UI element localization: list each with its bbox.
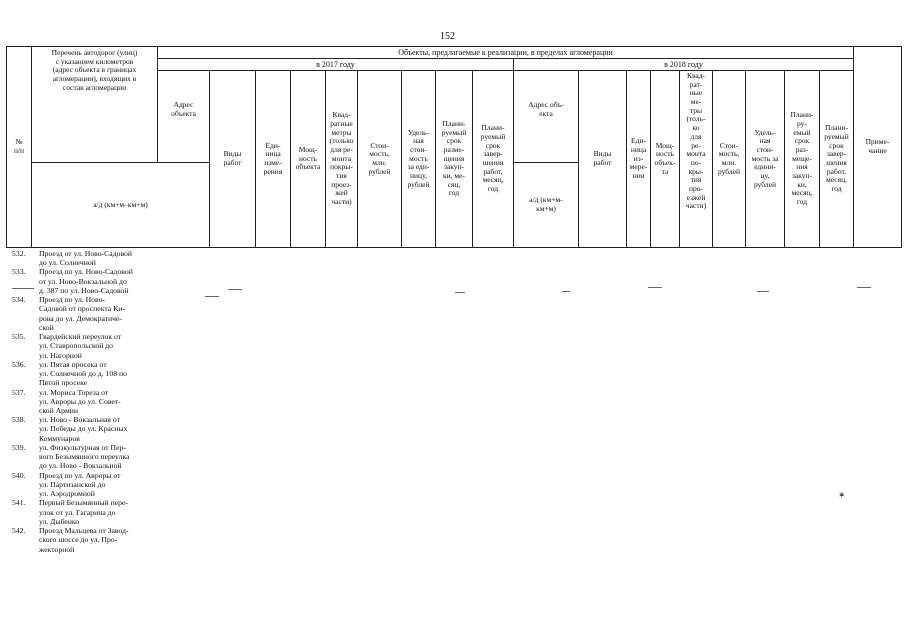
col2018-completion: Плани- руемый срок завер- шения работ, месяц, год xyxy=(820,71,854,248)
col2018-power: Мощ- ность объек- та xyxy=(651,71,680,248)
row-number: 535. xyxy=(12,332,26,342)
col2017-sqm: Квад- ратные метры (только для ре- монта покры- тия проез- жей части) xyxy=(326,71,358,248)
col2017-power: Мощ- ность объекта xyxy=(291,71,326,248)
list-item xyxy=(6,443,166,471)
scan-mark xyxy=(455,292,465,293)
row-number: 539. xyxy=(12,442,26,452)
list-item xyxy=(6,249,166,267)
list-item xyxy=(6,498,166,526)
row-number: 534. xyxy=(12,295,26,305)
list-item xyxy=(6,295,166,332)
header-objects-title: Объекты, предлагаемые к реализации, в пределах агломерации xyxy=(158,47,854,59)
list-item xyxy=(6,332,166,360)
row-number: 540. xyxy=(12,470,26,480)
row-text: ул. Мориса Тореза от ул. Авроры до ул. Совет- ской Армии xyxy=(39,387,121,415)
page-number: 152 xyxy=(440,31,455,42)
header-roads-list: Перечень автодорог (улиц) с указанием километров (адрес объекта в границах агломерации), входящих в состав агломерации xyxy=(32,47,158,163)
row-text: Проезд по ул. Ново-Садовой от ул. Ново-Вокзальной до д. 387 по ул. Ново-Садовой xyxy=(39,267,133,295)
list-item xyxy=(6,526,166,554)
header-num: № п/п xyxy=(7,47,32,248)
col2018-unit: Еди- ница из- мере- ния xyxy=(627,71,651,248)
row-text: Первый Безымянный пере- улок от ул. Гагарина до ул. Дыбенко xyxy=(39,498,128,526)
row-text: ул. Физкультурная от Пер- вого Безымянного переулка до ул. Ново - Вокзальной xyxy=(39,442,130,471)
list-item xyxy=(6,267,166,295)
col2017-completion: Плани- руемый срок завер- шения работ, месяц, год xyxy=(473,71,514,248)
col2018-procurement: Плани- ру- емый срок раз- меще- ния закуп- ки, месяц, год xyxy=(785,71,820,248)
col2018-unit-cost: Удель- ная стои- мость за едини- цу, рублей xyxy=(746,71,785,248)
scan-mark xyxy=(562,291,570,292)
scan-mark xyxy=(205,296,219,297)
col2018-address: Адрес объ- екта xyxy=(514,71,579,163)
scan-mark: ✶ xyxy=(838,490,846,500)
row-text: ул. Ново - Вокзальная от ул. Победы до ул. Красных Коммунаров xyxy=(39,415,128,443)
scan-mark xyxy=(857,287,871,288)
row-text: Гвардейский переулок от ул. Ставропольской до ул. Нагорной xyxy=(39,332,122,360)
row-number: 533. xyxy=(12,267,26,277)
row-text: Проезд от ул. Ново-Садовой до ул. Солнечной xyxy=(39,249,132,268)
row-number: 537. xyxy=(12,387,26,397)
col2018-address-sub: а/д (км+м- км+м) xyxy=(514,163,579,248)
row-text: Проезд Мальцева от Завод- ского шоссе до ул. Про- жекторной xyxy=(39,526,129,554)
scan-mark xyxy=(757,291,769,292)
list-item xyxy=(6,388,166,416)
header-year-2017: в 2017 году xyxy=(158,59,514,71)
header-notes: Приме- чание xyxy=(854,47,902,248)
row-number: 538. xyxy=(12,415,26,425)
col2018-cost: Стои- мость, млн. рублей xyxy=(713,71,746,248)
col2017-address: Адрес объекта xyxy=(158,71,210,163)
scan-mark xyxy=(648,287,662,288)
list-item xyxy=(6,471,166,499)
row-number: 536. xyxy=(12,359,26,369)
scan-mark xyxy=(228,289,242,290)
scan-mark xyxy=(12,288,34,289)
header-table xyxy=(6,46,902,248)
row-text: ул. Пятая просека от ул. Солнечной до д. 108 по Пятой просеке xyxy=(39,359,127,388)
list-item xyxy=(6,360,166,388)
list-item xyxy=(6,415,166,443)
row-text: Проезд по ул. Авроры от ул. Партизанской до ул. Аэродромной xyxy=(39,470,121,499)
col2017-unit-cost: Удель- ная стои- мость за еди- ницу, рублей xyxy=(402,71,436,248)
header-roads-sub: а/д (км+м–км+м) xyxy=(32,163,210,248)
header-year-2018: в 2018 году xyxy=(514,59,854,71)
row-number: 541. xyxy=(12,498,26,508)
col2017-unit: Еди- ница изме- рения xyxy=(256,71,291,248)
col2017-works: Виды работ xyxy=(210,71,256,248)
col2018-sqm: Квад- рат- ные ме- тры (толь- ко для ре- монта по- кры- тия про- езжей части) xyxy=(680,71,713,248)
road-list xyxy=(6,249,166,554)
row-number: 542. xyxy=(12,526,26,536)
row-text: Проезд по ул. Ново- Садовой от проспекта Ки- рова до ул. Демократиче- ской xyxy=(39,295,125,332)
col2018-works: Виды работ xyxy=(579,71,627,248)
row-number: 532. xyxy=(12,249,26,258)
col2017-cost: Стои- мость, млн. рублей xyxy=(358,71,402,248)
col2017-procurement: Плани- руемый срок разме- щения закуп- ки, ме- сяц, год xyxy=(436,71,473,248)
